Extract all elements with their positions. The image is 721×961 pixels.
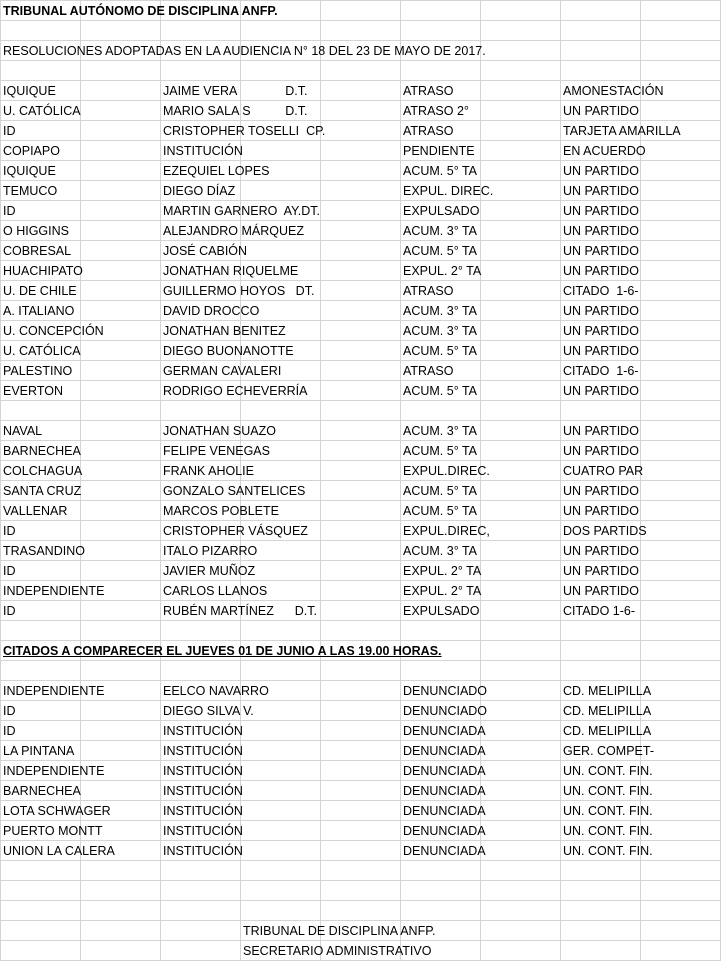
citados-header: CITADOS A COMPARECER EL JUEVES 01 DE JUNIO A LAS 19.00 HORAS.	[3, 644, 442, 658]
sancion-cell: CITADO 1-6-	[563, 364, 639, 378]
motivo-cell: EXPULSADO	[403, 204, 480, 218]
person-cell: JONATHAN RIQUELME	[163, 264, 299, 278]
club-cell: ID	[3, 604, 16, 618]
motivo-cell: ATRASO	[403, 124, 454, 138]
club-cell: EVERTON	[3, 384, 63, 398]
club-cell: U. CONCEPCIÓN	[3, 324, 104, 338]
club-cell: ID	[3, 704, 16, 718]
club-cell: ID	[3, 204, 16, 218]
motivo-cell: ACUM. 3° TA	[403, 304, 477, 318]
club-cell: LA PINTANA	[3, 744, 75, 758]
person-cell: FELIPE VENEGAS	[163, 444, 270, 458]
motivo-cell: EXPUL.DIREC.	[403, 464, 490, 478]
club-cell: UNION LA CALERA	[3, 844, 115, 858]
person-cell: INSTITUCIÓN	[163, 724, 243, 738]
person-cell: EELCO NAVARRO	[163, 684, 269, 698]
motivo-cell: DENUNCIADA	[403, 844, 486, 858]
motivo-cell: EXPUL. 2° TA	[403, 584, 482, 598]
motivo-cell: EXPUL.DIREC,	[403, 524, 490, 538]
motivo-cell: DENUNCIADA	[403, 744, 486, 758]
person-cell: GUILLERMO HOYOS DT.	[163, 284, 315, 298]
sancion-cell: DOS PARTIDS	[563, 524, 647, 538]
person-cell: EZEQUIEL LOPES	[163, 164, 270, 178]
person-cell: ALEJANDRO MÁRQUEZ	[163, 224, 304, 238]
person-cell: INSTITUCIÓN	[163, 144, 243, 158]
person-cell: GERMAN CAVALERI	[163, 364, 282, 378]
sancion-cell: UN. CONT. FIN.	[563, 804, 653, 818]
motivo-cell: ACUM. 5° TA	[403, 444, 477, 458]
motivo-cell: ATRASO 2°	[403, 104, 469, 118]
sancion-cell: UN PARTIDO	[563, 264, 639, 278]
motivo-cell: ACUM. 3° TA	[403, 224, 477, 238]
motivo-cell: ATRASO	[403, 364, 454, 378]
person-cell: INSTITUCIÓN	[163, 764, 243, 778]
person-cell: INSTITUCIÓN	[163, 744, 243, 758]
person-cell: JAIME VERA D.T.	[163, 84, 308, 98]
sancion-cell: UN PARTIDO	[563, 424, 639, 438]
sancion-cell: UN PARTIDO	[563, 324, 639, 338]
sancion-cell: GER. COMPET-	[563, 744, 654, 758]
sancion-cell: CITADO 1-6-	[563, 284, 639, 298]
club-cell: COLCHAGUA	[3, 464, 83, 478]
motivo-cell: ACUM. 3° TA	[403, 324, 477, 338]
club-cell: LOTA SCHWAGER	[3, 804, 111, 818]
motivo-cell: ACUM. 3° TA	[403, 424, 477, 438]
club-cell: VALLENAR	[3, 504, 68, 518]
person-cell: RODRIGO ECHEVERRÍA	[163, 384, 308, 398]
sancion-cell: UN PARTIDO	[563, 484, 639, 498]
club-cell: PALESTINO	[3, 364, 73, 378]
motivo-cell: DENUNCIADA	[403, 724, 486, 738]
sancion-cell: UN PARTIDO	[563, 384, 639, 398]
sancion-cell: UN PARTIDO	[563, 104, 639, 118]
motivo-cell: EXPUL. 2° TA	[403, 564, 482, 578]
person-cell: MARCOS POBLETE	[163, 504, 279, 518]
signature-line-1: TRIBUNAL DE DISCIPLINA ANFP.	[243, 924, 436, 938]
sancion-cell: UN PARTIDO	[563, 224, 639, 238]
motivo-cell: ACUM. 5° TA	[403, 484, 477, 498]
person-cell: JAVIER MUÑOZ	[163, 564, 256, 578]
motivo-cell: DENUNCIADA	[403, 764, 486, 778]
sancion-cell: UN PARTIDO	[563, 544, 639, 558]
person-cell: JONATHAN SUAZO	[163, 424, 276, 438]
club-cell: ID	[3, 564, 16, 578]
sancion-cell: UN PARTIDO	[563, 444, 639, 458]
motivo-cell: DENUNCIADA	[403, 824, 486, 838]
club-cell: U. CATÓLICA	[3, 344, 81, 358]
motivo-cell: EXPUL. DIREC.	[403, 184, 494, 198]
person-cell: JONATHAN BENITEZ	[163, 324, 286, 338]
club-cell: IQUIQUE	[3, 164, 56, 178]
sancion-cell: TARJETA AMARILLA	[563, 124, 681, 138]
person-cell: RUBÉN MARTÍNEZ D.T.	[163, 604, 317, 618]
sancion-cell: UN PARTIDO	[563, 564, 639, 578]
motivo-cell: DENUNCIADO	[403, 704, 488, 718]
club-cell: INDEPENDIENTE	[3, 584, 105, 598]
person-cell: JOSÉ CABIÓN	[163, 244, 248, 258]
person-cell: INSTITUCIÓN	[163, 804, 243, 818]
club-cell: TEMUCO	[3, 184, 58, 198]
club-cell: HUACHIPATO	[3, 264, 83, 278]
person-cell: DIEGO BUONANOTTE	[163, 344, 294, 358]
person-cell: INSTITUCIÓN	[163, 844, 243, 858]
person-cell: ITALO PIZARRO	[163, 544, 258, 558]
person-cell: CRISTOPHER TOSELLI CP.	[163, 124, 326, 138]
sancion-cell: AMONESTACIÓN	[563, 84, 664, 98]
sancion-cell: UN PARTIDO	[563, 204, 639, 218]
person-cell: INSTITUCIÓN	[163, 824, 243, 838]
club-cell: U. CATÓLICA	[3, 104, 81, 118]
signature-line-2: SECRETARIO ADMINISTRATIVO	[243, 944, 432, 958]
motivo-cell: PENDIENTE	[403, 144, 475, 158]
sancion-cell: UN PARTIDO	[563, 344, 639, 358]
club-cell: INDEPENDIENTE	[3, 764, 105, 778]
person-cell: DIEGO SILVA V.	[163, 704, 254, 718]
club-cell: PUERTO MONTT	[3, 824, 103, 838]
sancion-cell: UN. CONT. FIN.	[563, 824, 653, 838]
motivo-cell: ACUM. 3° TA	[403, 544, 477, 558]
person-cell: FRANK AHOLIE	[163, 464, 254, 478]
club-cell: ID	[3, 724, 16, 738]
motivo-cell: ACUM. 5° TA	[403, 344, 477, 358]
motivo-cell: ACUM. 5° TA	[403, 164, 477, 178]
club-cell: A. ITALIANO	[3, 304, 75, 318]
sancion-cell: CUATRO PAR	[563, 464, 644, 478]
sancion-cell: UN PARTIDO	[563, 504, 639, 518]
document-subtitle: RESOLUCIONES ADOPTADAS EN LA AUDIENCIA N° 18 DEL 23 DE MAYO DE 2017.	[3, 44, 486, 58]
motivo-cell: ACUM. 5° TA	[403, 384, 477, 398]
sancion-cell: UN PARTIDO	[563, 304, 639, 318]
sancion-cell: CD. MELIPILLA	[563, 704, 652, 718]
motivo-cell: EXPULSADO	[403, 604, 480, 618]
club-cell: BARNECHEA	[3, 784, 81, 798]
motivo-cell: DENUNCIADA	[403, 804, 486, 818]
person-cell: DIEGO DÍAZ	[163, 184, 236, 198]
sancion-cell: CD. MELIPILLA	[563, 724, 652, 738]
motivo-cell: ACUM. 5° TA	[403, 244, 477, 258]
person-cell: CARLOS LLANOS	[163, 584, 268, 598]
sancion-cell: UN. CONT. FIN.	[563, 844, 653, 858]
sancion-cell: EN ACUERDO	[563, 144, 646, 158]
person-cell: GONZALO SANTELICES	[163, 484, 306, 498]
person-cell: CRISTOPHER VÁSQUEZ	[163, 524, 308, 538]
motivo-cell: ATRASO	[403, 284, 454, 298]
club-cell: U. DE CHILE	[3, 284, 77, 298]
motivo-cell: EXPUL. 2° TA	[403, 264, 482, 278]
motivo-cell: DENUNCIADO	[403, 684, 488, 698]
club-cell: ID	[3, 124, 16, 138]
club-cell: SANTA CRUZ	[3, 484, 82, 498]
club-cell: BARNECHEA	[3, 444, 81, 458]
club-cell: ID	[3, 524, 16, 538]
person-cell: MARIO SALA S D.T.	[163, 104, 308, 118]
sancion-cell: UN. CONT. FIN.	[563, 764, 653, 778]
sancion-cell: UN. CONT. FIN.	[563, 784, 653, 798]
motivo-cell: ACUM. 5° TA	[403, 504, 477, 518]
club-cell: NAVAL	[3, 424, 43, 438]
sancion-cell: CITADO 1-6-	[563, 604, 635, 618]
sancion-cell: UN PARTIDO	[563, 244, 639, 258]
club-cell: COPIAPO	[3, 144, 60, 158]
sancion-cell: UN PARTIDO	[563, 584, 639, 598]
motivo-cell: ATRASO	[403, 84, 454, 98]
club-cell: INDEPENDIENTE	[3, 684, 105, 698]
person-cell: MARTIN GARNERO AY.DT.	[163, 204, 320, 218]
sancion-cell: CD. MELIPILLA	[563, 684, 652, 698]
club-cell: COBRESAL	[3, 244, 72, 258]
sancion-cell: UN PARTIDO	[563, 164, 639, 178]
document-title: TRIBUNAL AUTÓNOMO DE DISCIPLINA ANFP.	[3, 4, 278, 18]
motivo-cell: DENUNCIADA	[403, 784, 486, 798]
club-cell: O HIGGINS	[3, 224, 69, 238]
club-cell: TRASANDINO	[3, 544, 85, 558]
sancion-cell: UN PARTIDO	[563, 184, 639, 198]
person-cell: DAVID DROCCO	[163, 304, 260, 318]
club-cell: IQUIQUE	[3, 84, 56, 98]
person-cell: INSTITUCIÓN	[163, 784, 243, 798]
